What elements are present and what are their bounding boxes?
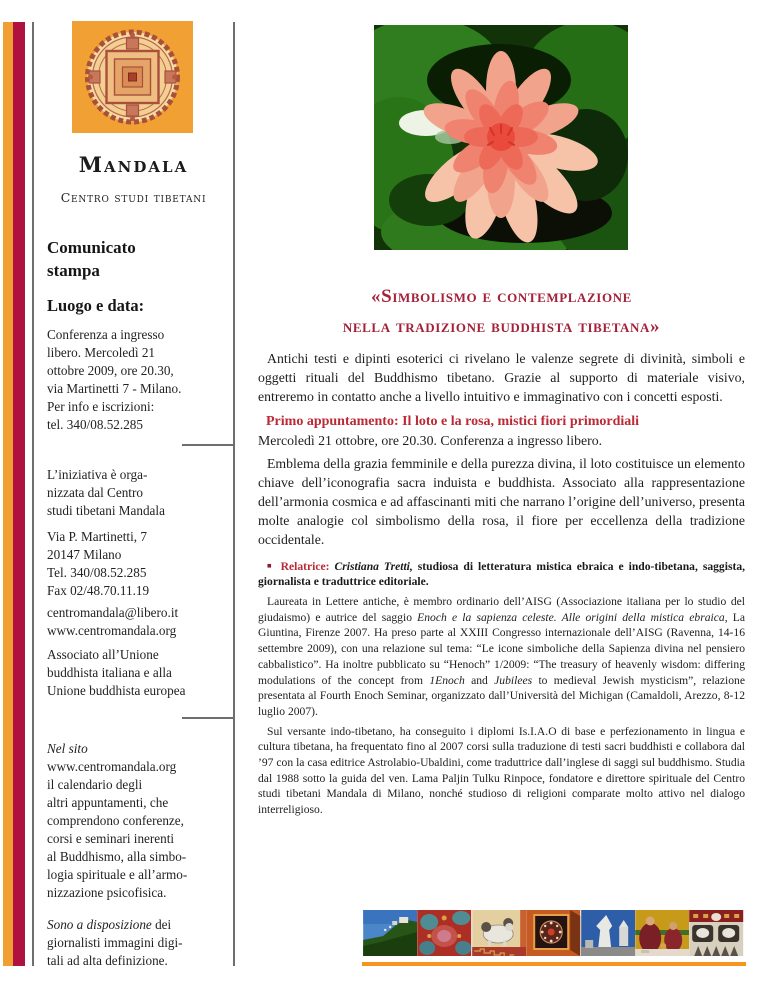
monks-photo (635, 910, 689, 956)
affiliation-info: Associato all’Unione buddhista italiana e alla Unione buddhista europea (47, 647, 186, 698)
article-body (258, 349, 745, 818)
place-date-label: Luogo e data: (47, 296, 145, 315)
mandala-tile-photo (526, 910, 580, 956)
white-stupa-photo (581, 910, 635, 956)
website-note: Nel sito www.centromandala.org il calendario degli altri appuntamenti, che comprendono conferenze, corsi e seminari inerenti al Buddhismo, alla simbo- logia spirituale e all’armo- nizzazione psicofisica. (47, 740, 220, 902)
headline (258, 282, 745, 342)
event-date: Mercoledì 21 ottobre, ore 20.30. Conferenza a ingresso libero. (258, 432, 603, 448)
org-title: Mandala (78, 152, 189, 177)
website-note-lead: Nel sito (47, 741, 88, 756)
intro-paragraph: Antichi testi e dipinti esoterici ci rivelano le valenze segrete di divinità, simboli e oggetti rituali del Buddhismo tibetano. Grazie al supporto di materiale visivo, entreremo in contatto anche a livello intuitivo e immaginativo con i concetti esposti. (258, 351, 745, 405)
speaker-label: Relatrice: (280, 559, 330, 573)
organizer-info: L’iniziativa è orga- nizzata dal Centro studi tibetani Mandala (47, 467, 165, 518)
mandala-logo (72, 21, 193, 133)
event-info: Conferenza a ingresso libero. Mercoledì 21 ottobre 2009, ore 20.30, via Martinetti 7 - Milano. Per info e iscrizioni: tel. 340/08.52.285 (47, 327, 182, 432)
contact-links[interactable]: centromandala@libero.it www.centromandala.org (47, 605, 179, 638)
footer-orange-rule (362, 962, 746, 966)
tibetan-textile-photo (417, 910, 471, 956)
headline-line-2: nella tradizione buddhista tibetana» (342, 316, 661, 337)
sidebar-divider-1 (182, 444, 234, 446)
speaker-name: Cristiana Tretti, (334, 559, 413, 573)
accent-stripe-yellow (3, 22, 13, 966)
bio-paragraph-2: Sul versante indo-tibetano, ha conseguito i diplomi Is.I.A.O di base e perfezionamento in lingua e cultura tibetana, ha frequentato fino al 2007 corsi sulla traduzione di testi sacri buddhisti e collabora dal ’97 con la casa editrice Astrolabio-Ubaldini, come traduttrice dall’inglese di saggi sul buddhismo. Studia dal 1988 sotto la guida del ven. Lama Paljin Tulku Rinpoce, fondatore e direttore spirituale del Centro studi tibetani Mandala di Milano, nonché studioso di religioni comparate molto attivo nel dialogo interreligioso. (258, 724, 745, 817)
photo-strip (363, 910, 744, 956)
monastery-hillside-photo (363, 910, 417, 956)
sidebar-divider-2 (182, 717, 234, 719)
press-release-label: Comunicato stampa (47, 238, 136, 280)
accent-stripe-crimson (13, 22, 25, 966)
mandala-logo-icon (72, 21, 193, 133)
sidebar-rule-left (32, 22, 34, 966)
main-content (258, 0, 745, 994)
sidebar-rule-right (233, 22, 235, 966)
speaker-description: studiosa di letteratura mistica ebraica e indo-tibetana, saggista, giornalista e traduttrice editoriale. (258, 559, 746, 589)
address-info: Via P. Martinetti, 7 20147 Milano Tel. 340/08.52.285 Fax 02/48.70.11.19 (47, 529, 150, 598)
snow-lion-painting-photo (472, 910, 526, 956)
event-title: Primo appuntamento: Il loto e la rosa, mistici fiori primordiali (266, 413, 640, 429)
org-subtitle: Centro studi tibetani (60, 190, 207, 205)
lotus-photo-image (374, 25, 628, 250)
lotus-photo (374, 25, 628, 250)
square-bullet-icon: ■ (267, 560, 274, 570)
headline-line-1: «Simbolismo e contemplazione (371, 286, 632, 307)
press-note-lead: Sono a disposizione (47, 917, 152, 932)
speaker-info (258, 558, 745, 590)
press-images-note: Sono a disposizione dei giornalisti immagini digi- tali ad alta definizione. (47, 917, 183, 968)
bio-paragraph-1: Laureata in Lettere antiche, è membro ordinario dell’AISG (Associazione italiana per lo studio del giudaismo) e autrice del saggio Enoch e la sapienza celeste. Alle origini della mistica ebraica, La Giuntina, Firenze 2007. Ha preso parte al XXIII Congresso internazionale dell’AISG (Ravenna, 14-16 settembre 2009), con una relazione sul tema: “Le icone simboliche della Sapienza divina nel pensiero cabbalistico”. Ha inoltre pubblicato su “Henoch” 1/2009: “The treasury of heavenly wisdom: differing modulations of the concept from 1Enoch and Jubilees to medieval Jewish mysticism”, relazione presentata al Fourth Enoch Seminar, organizzato dall’Università del Michigan (Camaldoli, Arezzo, 8-12 luglio 2007). (258, 595, 745, 718)
mani-stones-photo (689, 910, 743, 956)
lotus-paragraph: Emblema della grazia femminile e della purezza divina, il loto costituisce un elemento chiave dell’iconografia sacra induista e buddhista. Associato alla rappresentazione dell’armonia cosmica e ad affascinanti miti che narrano l’origine dell’universo, presenta molte analogie col simbolismo della rosa, il fiore per eccellenza della tradizione occidentale. (258, 455, 745, 548)
